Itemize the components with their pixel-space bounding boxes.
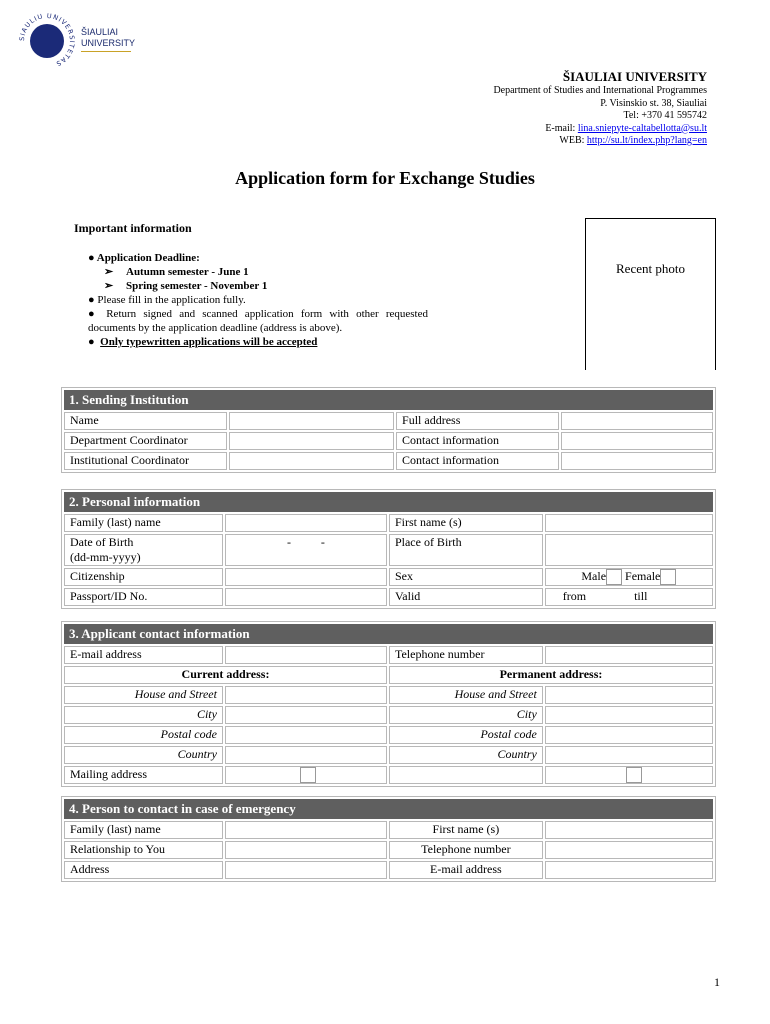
photo-box[interactable]: [585, 218, 716, 370]
male-label: Male: [581, 569, 607, 583]
bullet-icon: ●: [88, 336, 95, 348]
label-permanent-country: Country: [389, 746, 543, 764]
field-contact-information[interactable]: [561, 432, 713, 450]
email-link[interactable]: lina.sniepyte-caltabellotta@su.lt: [577, 122, 707, 134]
label-permanent-city: City: [389, 706, 543, 724]
label-contact-information: Contact information: [396, 452, 559, 470]
field-emergency-first-name[interactable]: [545, 821, 713, 839]
postal-address: P. Visinskio st. 38, Siauliai: [600, 97, 707, 109]
section-sending-institution: [61, 387, 716, 473]
logo-line1: ŠIAULIAI: [81, 27, 119, 37]
return-item: [88, 307, 428, 335]
field-full-address[interactable]: [561, 412, 713, 430]
arrow-icon: ➢: [104, 280, 114, 292]
logo-ring-text: SIAULIU UNIVERSITETAS: [18, 12, 76, 69]
label-full-address: Full address: [396, 412, 559, 430]
telephone: Tel: +370 41 595742: [623, 110, 707, 121]
field-relationship[interactable]: [225, 841, 387, 859]
section-2-heading: 2. Personal information: [64, 492, 713, 512]
sex-options: [545, 568, 713, 586]
field-emergency-telephone[interactable]: [545, 841, 713, 859]
label-contact-information: Contact information: [396, 432, 559, 450]
label-permanent-postal-code: Postal code: [389, 726, 543, 744]
field-emergency-address[interactable]: [225, 861, 387, 879]
field-emergency-email[interactable]: [545, 861, 713, 879]
field-emergency-family-name[interactable]: [225, 821, 387, 839]
field-permanent-country[interactable]: [545, 746, 713, 764]
autumn-label: Autumn semester - June 1: [126, 266, 249, 278]
label-valid: Valid: [389, 588, 543, 606]
fill-item: ● Please fill in the application fully.: [88, 294, 246, 306]
logo-line2: UNIVERSITY: [81, 38, 136, 48]
field-current-house-street[interactable]: [225, 686, 387, 704]
label-family-name: Family (last) name: [64, 514, 223, 532]
field-family-name[interactable]: [225, 514, 387, 532]
current-address-heading: Current address:: [64, 666, 387, 684]
field-department-coordinator[interactable]: [229, 432, 395, 450]
permanent-mailing-cell: [545, 766, 713, 784]
section-emergency-contact: [61, 796, 716, 882]
label-emergency-family-name: Family (last) name: [64, 821, 223, 839]
field-current-postal-code[interactable]: [225, 726, 387, 744]
label-current-city: City: [64, 706, 223, 724]
form-title: Application form for Exchange Studies: [235, 168, 535, 188]
label-email: E-mail address: [64, 646, 223, 664]
deadline-item: ● Application Deadline:: [88, 252, 200, 264]
important-heading: Important information: [74, 221, 192, 235]
label-permanent-house-street: House and Street: [389, 686, 543, 704]
department-name: Department of Studies and International Programmes: [493, 85, 707, 96]
spring-label: Spring semester - November 1: [126, 280, 268, 292]
permanent-mailing-checkbox[interactable]: [626, 767, 642, 783]
label-current-house-street: House and Street: [64, 686, 223, 704]
label-relationship: Relationship to You: [64, 841, 223, 859]
label-current-country: Country: [64, 746, 223, 764]
web-label: WEB:: [559, 135, 587, 146]
male-checkbox[interactable]: [606, 569, 622, 585]
section-applicant-contact: [61, 621, 716, 787]
section-3-heading: 3. Applicant contact information: [64, 624, 713, 644]
page-number: 1: [714, 975, 720, 989]
field-place-of-birth[interactable]: [545, 534, 713, 566]
field-permanent-house-street[interactable]: [545, 686, 713, 704]
label-current-postal-code: Postal code: [64, 726, 223, 744]
logo-rule: [81, 51, 131, 52]
from-label: from: [562, 589, 587, 604]
label-place-of-birth: Place of Birth: [389, 534, 543, 566]
web-link[interactable]: http://su.lt/index.php?lang=en: [586, 135, 707, 146]
field-passport[interactable]: [225, 588, 387, 606]
dob-line2: (dd-mm-yyyy): [70, 550, 141, 564]
label-mailing-address: Mailing address: [64, 766, 223, 784]
university-logo: [18, 12, 76, 70]
arrow-icon: ➢: [104, 266, 114, 278]
return-text: Return signed and scanned application form with other requested documents by the application deadline (address is above).: [88, 308, 428, 334]
logo-text: [81, 27, 135, 52]
autumn-item: [88, 265, 428, 279]
university-header: [493, 68, 707, 148]
permanent-mailing-spacer: [389, 766, 543, 784]
field-institutional-coordinator[interactable]: [229, 452, 395, 470]
field-citizenship[interactable]: [225, 568, 387, 586]
spring-item: [88, 279, 428, 293]
bullet-icon: ●: [88, 308, 100, 320]
field-institution-name[interactable]: [229, 412, 395, 430]
label-citizenship: Citizenship: [64, 568, 223, 586]
label-institutional-coordinator: Institutional Coordinator: [64, 452, 227, 470]
section-personal-information: [61, 489, 716, 609]
label-department-coordinator: Department Coordinator: [64, 432, 227, 450]
label-sex: Sex: [389, 568, 543, 586]
label-date-of-birth: [64, 534, 223, 566]
important-info: [88, 251, 428, 349]
label-emergency-email: E-mail address: [389, 861, 543, 879]
field-email[interactable]: [225, 646, 387, 664]
current-mailing-checkbox[interactable]: [300, 767, 316, 783]
field-contact-information[interactable]: [561, 452, 713, 470]
email-label: E-mail:: [545, 122, 578, 134]
label-telephone: Telephone number: [389, 646, 543, 664]
label-emergency-address: Address: [64, 861, 223, 879]
field-telephone[interactable]: [545, 646, 713, 664]
label-name: Name: [64, 412, 227, 430]
label-emergency-first-name: First name (s): [389, 821, 543, 839]
field-valid-dates[interactable]: [545, 588, 713, 606]
dob-line1: Date of Birth: [70, 535, 134, 549]
section-4-heading: 4. Person to contact in case of emergency: [64, 799, 713, 819]
label-emergency-telephone: Telephone number: [389, 841, 543, 859]
email-line: [493, 123, 707, 136]
till-label: till: [634, 589, 648, 604]
label-first-name: First name (s): [389, 514, 543, 532]
current-mailing-cell: [225, 766, 387, 784]
field-first-name[interactable]: [545, 514, 713, 532]
female-checkbox[interactable]: [660, 569, 676, 585]
photo-label: Recent photo: [616, 261, 685, 276]
typewritten-text: Only typewritten applications will be accepted: [100, 336, 318, 348]
female-label: Female: [625, 569, 661, 583]
university-name: ŠIAULIAI UNIVERSITY: [562, 69, 707, 84]
field-permanent-postal-code[interactable]: [545, 726, 713, 744]
web-line: [493, 135, 707, 148]
field-current-country[interactable]: [225, 746, 387, 764]
section-1-heading: 1. Sending Institution: [64, 390, 713, 410]
label-passport: Passport/ID No.: [64, 588, 223, 606]
field-date-of-birth[interactable]: - -: [225, 534, 387, 566]
field-current-city[interactable]: [225, 706, 387, 724]
typewritten-item: [88, 335, 428, 349]
field-permanent-city[interactable]: [545, 706, 713, 724]
permanent-address-heading: Permanent address:: [389, 666, 713, 684]
